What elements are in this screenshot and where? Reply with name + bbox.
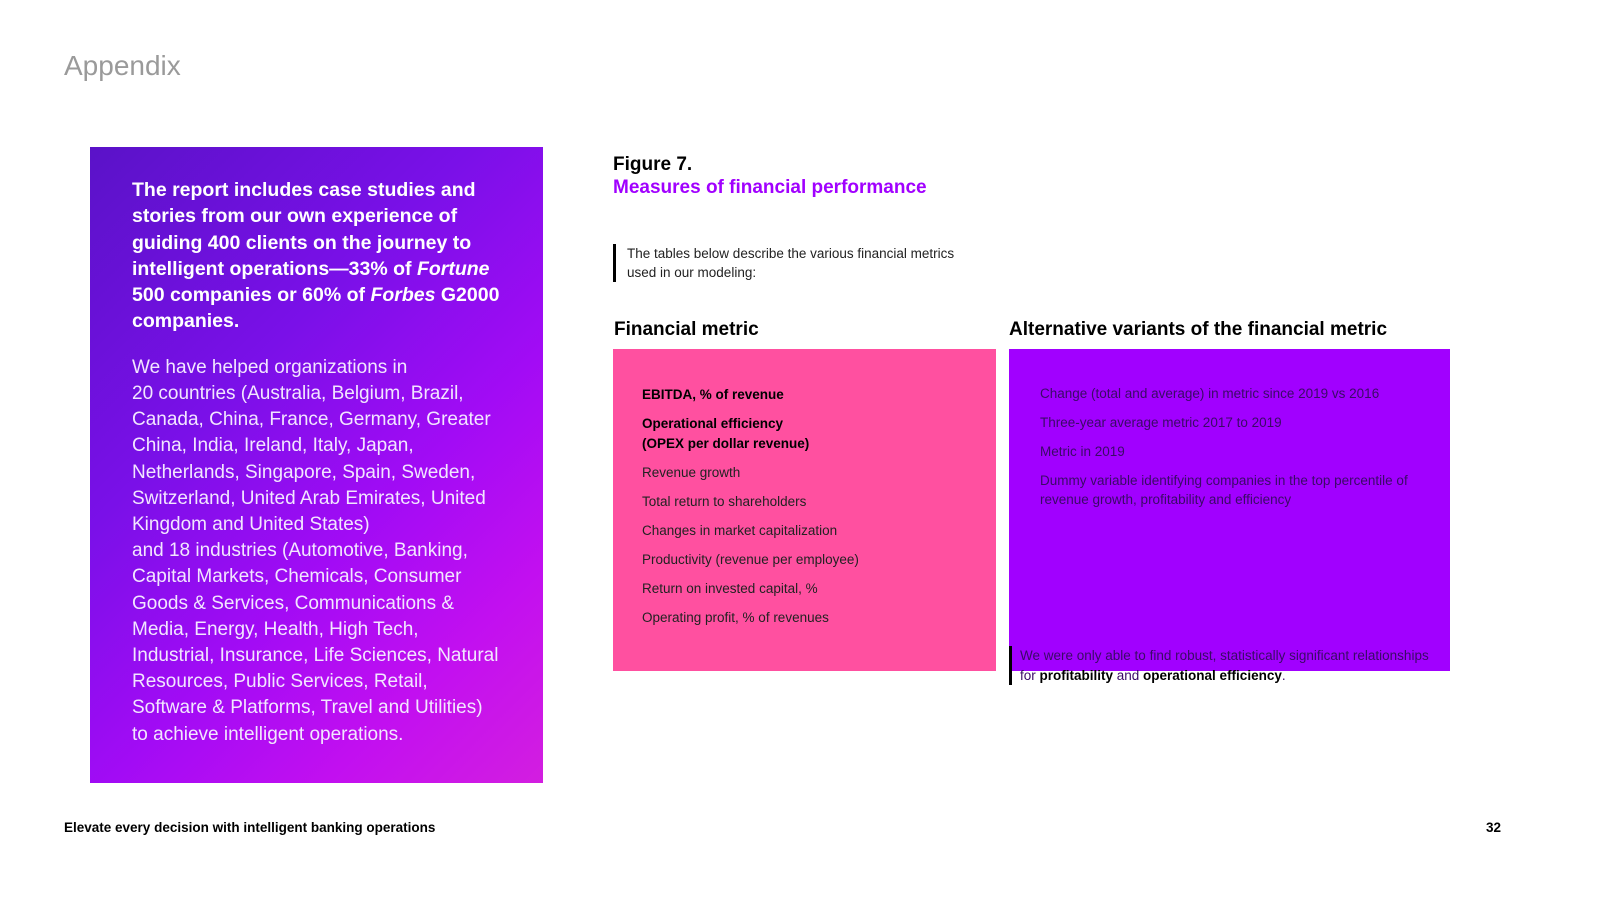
page-number: 32 — [1486, 820, 1502, 835]
metric-item: Total return to shareholders — [642, 493, 807, 509]
variant-item: Metric in 2019 — [1040, 444, 1125, 459]
variant-item: Three-year average metric 2017 to 2019 — [1040, 415, 1282, 430]
metric-item: EBITDA, % of revenue — [642, 387, 784, 402]
financial-metric-table — [613, 349, 996, 671]
promo-panel — [90, 147, 543, 783]
page-title: Appendix — [64, 50, 181, 81]
metric-item: Productivity (revenue per employee) — [642, 551, 859, 567]
metric-item: Operating profit, % of revenues — [642, 609, 829, 625]
footnote: We were only able to find robust, statistically significant relationships for profitability and operational efficiency. — [1009, 646, 1440, 685]
financial-metric-header: Financial metric — [614, 319, 759, 340]
variant-item: Dummy variable identifying companies in the top percentile of revenue growth, profitability and efficiency — [1040, 473, 1408, 507]
figure-title: Measures of financial performance — [613, 177, 927, 198]
metric-item: Return on invested capital, % — [642, 580, 818, 596]
alternative-variants-table — [1009, 349, 1450, 671]
figure-label: Figure 7. — [613, 154, 693, 175]
promo-body: We have helped organizations in 20 countries (Australia, Belgium, Brazil, Canada, China, France, Germany, Greater China, India, Ireland, Italy, Japan, Netherlands, Singapore, Spain, Sweden, Switzerland, United Arab Emirates, United Kingdom and United States) and 18 industries (Automotive, Banking, Capital Markets, Chemicals, Consumer Goods & Services, Communications & Media, Energy, Health, High Tech, Industrial, Insurance, Life Sciences, Natural Resources, Public Services, Retail, Software & Platforms, Travel and Utilities) to achieve intelligent operations. — [132, 356, 499, 745]
metric-item: Operational efficiency (OPEX per dollar revenue) — [642, 416, 810, 451]
variant-item: Change (total and average) in metric since 2019 vs 2016 — [1040, 386, 1380, 401]
metric-item: Changes in market capitalization — [642, 522, 838, 538]
footer-title: Elevate every decision with intelligent banking operations — [64, 820, 436, 835]
promo-lead: The report includes case studies and stories from our own experience of guiding 400 clients on the journey to intelligent operations—33% of Fortune 500 companies or 60% of Forbes G2000 companies. — [132, 179, 500, 333]
metric-item: Revenue growth — [642, 464, 741, 480]
figure-intro: The tables below describe the various financial metrics used in our modeling: — [613, 244, 967, 282]
alternative-variants-header: Alternative variants of the financial metric — [1009, 319, 1388, 340]
